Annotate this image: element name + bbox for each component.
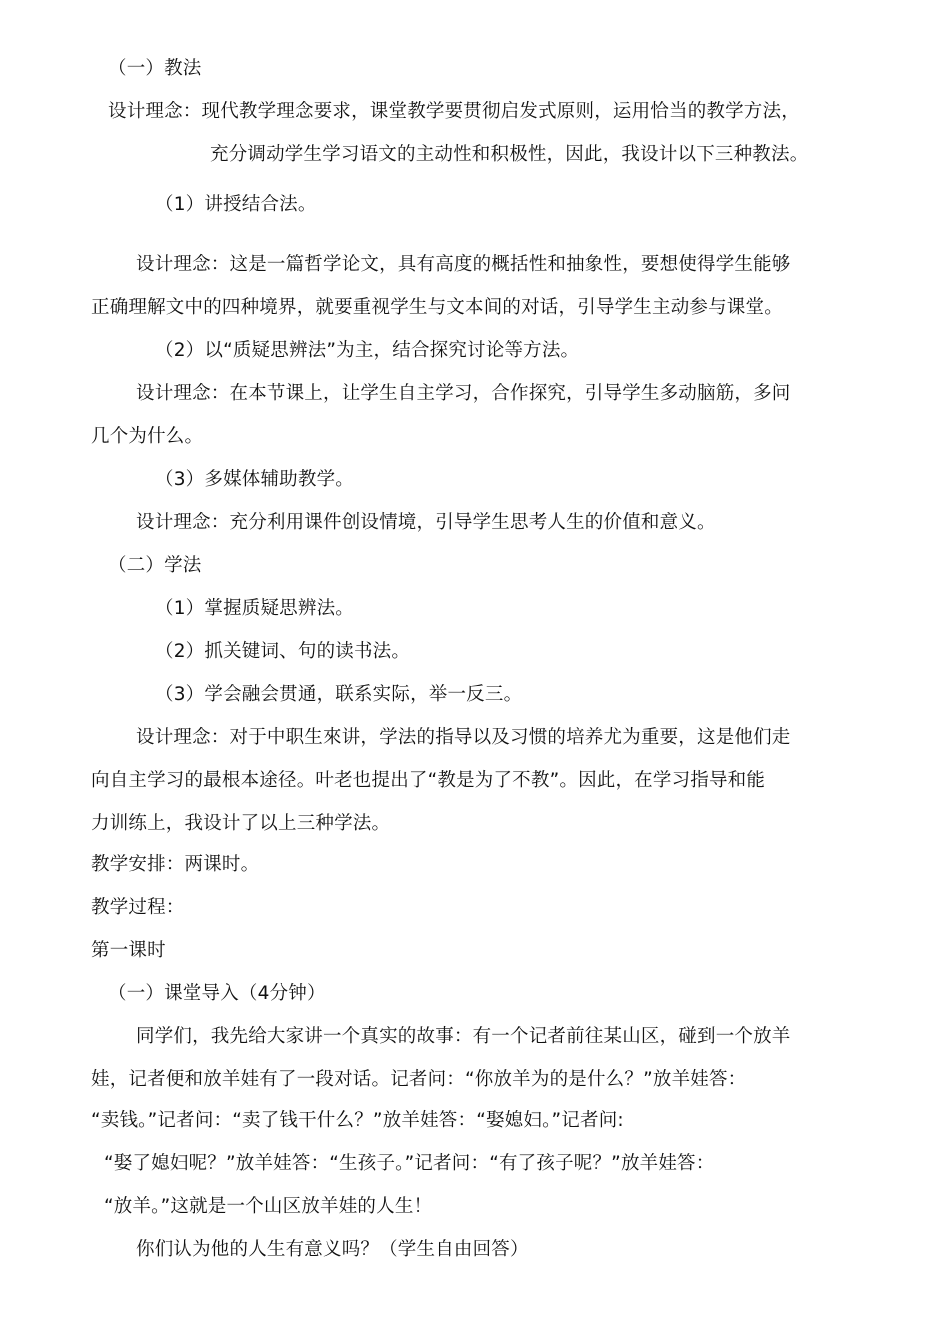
paragraph-line: 娃，记者便和放羊娃有了一段对话。记者问：“你放羊为的是什么？”放羊娃答： <box>91 1069 747 1090</box>
list-item: （3）多媒体辅助教学。 <box>155 469 354 490</box>
section-heading-teaching-methods: （一）教法 <box>108 58 202 79</box>
section-heading-learning-methods: （二）学法 <box>108 555 202 576</box>
paragraph-line: “卖钱。”记者问：“卖了钱干什么？”放羊娃答：“娶媳妇。”记者问: <box>91 1110 624 1131</box>
paragraph-line: 设计理念：对于中职生來讲，学法的指导以及习惯的培养尤为重要，这是他们走 <box>136 727 791 748</box>
list-item: （2）以“质疑思辨法”为主，结合探究讨论等方法。 <box>155 340 580 361</box>
paragraph-line: “放羊。”这就是一个山区放羊娃的人生！ <box>104 1196 433 1217</box>
paragraph-line: 充分调动学生学习语文的主动性和积极性，因此，我设计以下三种教法。 <box>210 144 809 165</box>
list-item: （2）抓关键词、句的读书法。 <box>155 641 411 662</box>
paragraph-line: 正确理解文中的四种境界，就要重视学生与文本间的对话，引导学生主动参与课堂。 <box>91 297 783 318</box>
paragraph-line: 设计理念：现代教学理念要求，课堂教学要贯彻启发式原则，运用恰当的教学方法， <box>108 101 800 122</box>
paragraph-line: 设计理念：充分利用课件创设情境，引导学生思考人生的价值和意义。 <box>136 512 716 533</box>
paragraph-line: 设计理念：这是一篇哲学论文，具有高度的概括性和抽象性，要想使得学生能够 <box>136 254 791 275</box>
paragraph-line: 设计理念：在本节课上，让学生自主学习，合作探究，引导学生多动脑筋，多问 <box>136 383 791 404</box>
paragraph-line: 向自主学习的最根本途径。叶老也提出了“教是为了不教”。因此，在学习指导和能 <box>91 770 766 791</box>
teaching-process-heading: 教学过程： <box>91 897 185 918</box>
section-heading-introduction: （一）课堂导入（4分钟） <box>108 983 326 1004</box>
list-item: （3）学会融会贯通，联系实际，举一反三。 <box>155 684 523 705</box>
paragraph-line: 同学们，我先给大家讲一个真实的故事：有一个记者前往某山区，碰到一个放羊 <box>136 1026 791 1047</box>
lesson-heading: 第一课时 <box>91 940 166 961</box>
list-item: （1）讲授结合法。 <box>155 194 317 215</box>
paragraph-line: “娶了媳妇呢？”放羊娃答：“生孩子。”记者问：“有了孩子呢？”放羊娃答： <box>104 1153 715 1174</box>
teaching-schedule: 教学安排：两课时。 <box>91 854 260 875</box>
paragraph-line: 你们认为他的人生有意义吗？（学生自由回答） <box>136 1239 529 1260</box>
paragraph-line: 几个为什么。 <box>91 426 204 447</box>
list-item: （1）掌握质疑思辨法。 <box>155 598 354 619</box>
paragraph-line: 力训练上，我设计了以上三种学法。 <box>91 813 391 834</box>
